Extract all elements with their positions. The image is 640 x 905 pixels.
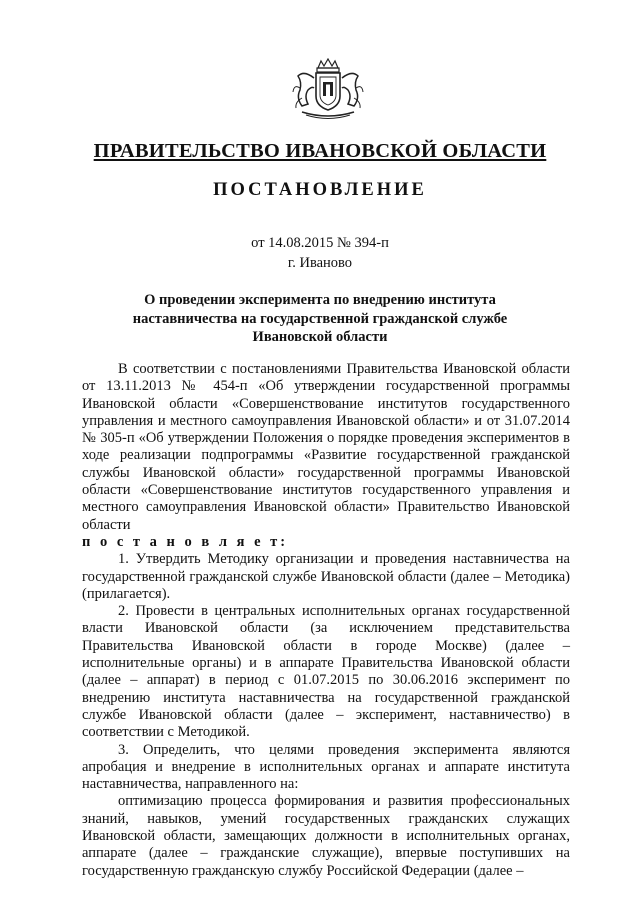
city: г. Иваново — [287, 255, 353, 271]
item-3-subparagraph: оптимизацию процесса формирования и развития профессиональных знаний, навыков, умений государственных гражданских служащих Ивановской области, замещающих должности в исполнительных органах, аппарате (далее – гражданские служащие), впервые поступивших на государственную гражданскую службу Российской Федерации (далее – — [82, 793, 570, 879]
item-3-paragraph: 3. Определить, что целями проведения эксперимента являются апробация и внедрение в исполнительных органах и аппарате института наставничества, направленного на: — [82, 741, 570, 793]
document-subject: О проведении эксперимента по внедрению института наставничества на государственной гражданской службе Ивановской области — [132, 292, 508, 345]
preamble-paragraph: В соответствии с постановлениями Правительства Ивановской области от 13.11.2013 № 454-п «Об утверждении государственной программы Ивановской области «Совершенствование институтов государственного управления и местного самоуправления Ивановской области» и от 31.07.2014 № 305-п «Об утверждении Положения о порядке проведения экспериментов в ходе реализации подпрограммы «Развитие государственной гражданской службы Ивановской области» государственной программы Ивановской области «Совершенствование институтов государственного управления и местного самоуправления Ивановской области» Правительство Ивановской области — [82, 361, 570, 533]
ivanovo-coat-of-arms-icon — [290, 58, 366, 120]
document-body — [82, 361, 570, 880]
resolve-word: п о с т а н о в л я е т: — [82, 533, 289, 550]
item-2-paragraph: 2. Провести в центральных исполнительных органах государственной власти Ивановской области (за исключением представительства Правительства Ивановской области в городе Москве) (далее – исполнительные органы) и в аппарате Правительства Ивановской области (далее – аппарат) в период с 01.07.2015 по 30.06.2016 эксперимент по внедрению института наставничества на государственной гражданской службе Ивановской области (далее – эксперимент, наставничество) в соответствии с Методикой. — [82, 603, 570, 741]
document-type: ПОСТАНОВЛЕНИЕ — [213, 180, 427, 200]
date-number: от 14.08.2015 № 394-п — [251, 235, 389, 251]
organization-title: ПРАВИТЕЛЬСТВО ИВАНОВСКОЙ ОБЛАСТИ — [93, 140, 547, 162]
item-1-paragraph: 1. Утвердить Методику организации и проведения наставничества на государственной гражданской службе Ивановской области (далее – Методика) (прилагается). — [82, 551, 570, 602]
